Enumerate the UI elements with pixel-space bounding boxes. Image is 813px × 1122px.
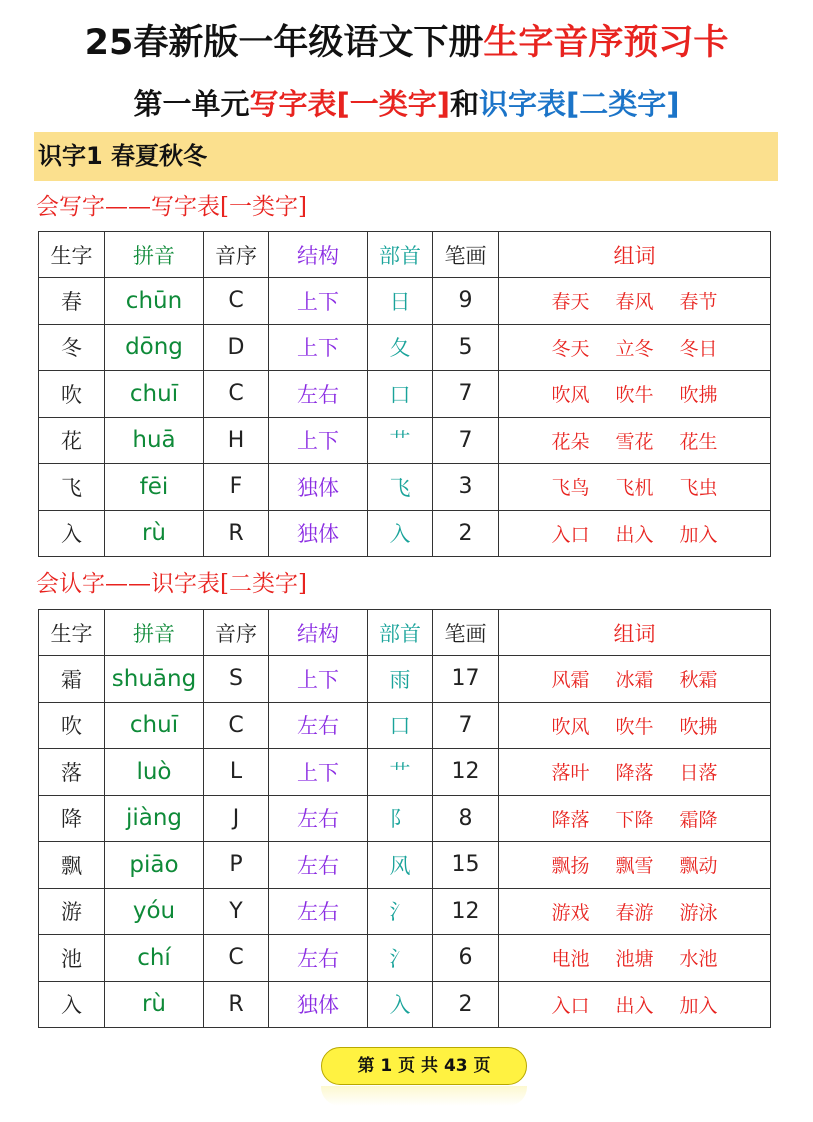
- table-row: [39, 417, 771, 464]
- word-item: 加入: [679, 523, 718, 546]
- cell-char: 吹: [39, 702, 105, 749]
- cell-strokes: 9: [433, 278, 499, 325]
- col-header-pinyin: 拼音: [105, 232, 204, 278]
- cell-structure: 独体: [269, 464, 368, 511]
- cell-initial: H: [204, 417, 269, 464]
- section-header-bar: [34, 132, 778, 181]
- cell-pinyin: dōng: [105, 324, 204, 371]
- word-item: 飞鸟: [551, 477, 590, 500]
- subtitle-read-table: 识字表[二类字]: [479, 87, 680, 121]
- cell-words: [499, 278, 771, 325]
- cell-strokes: 8: [433, 795, 499, 842]
- cell-pinyin: yóu: [105, 888, 204, 935]
- cell-initial: D: [204, 324, 269, 371]
- page-title: [0, 20, 813, 66]
- subtitle-write-table: 写字表[一类字]: [249, 87, 450, 121]
- cell-radical: 阝: [368, 795, 433, 842]
- cell-pinyin: rù: [105, 510, 204, 557]
- table-row: [39, 935, 771, 982]
- cell-strokes: 7: [433, 702, 499, 749]
- cell-structure: 独体: [269, 981, 368, 1028]
- cell-radical: 氵: [368, 888, 433, 935]
- write-block-label: 会写字——写字表[一类字]: [36, 194, 307, 220]
- read-block-label: 会认字——识字表[二类字]: [36, 571, 307, 597]
- col-header-radical: 部首: [368, 610, 433, 656]
- section-title: 识字1 春夏秋冬: [38, 142, 208, 170]
- cell-radical: 雨: [368, 656, 433, 703]
- cell-words: [499, 324, 771, 371]
- word-item: 春游: [615, 901, 654, 924]
- cell-initial: C: [204, 702, 269, 749]
- col-header-structure: 结构: [269, 232, 368, 278]
- word-item: 吹拂: [679, 715, 718, 738]
- cell-radical: 艹: [368, 417, 433, 464]
- cell-initial: P: [204, 842, 269, 889]
- word-item: 雪花: [615, 430, 654, 453]
- word-item: 日落: [679, 762, 718, 785]
- word-item: 吹牛: [615, 715, 654, 738]
- cell-structure: 上下: [269, 278, 368, 325]
- table-row: [39, 324, 771, 371]
- cell-char: 入: [39, 510, 105, 557]
- cell-char: 花: [39, 417, 105, 464]
- word-item: 入口: [551, 994, 590, 1017]
- cell-char: 落: [39, 749, 105, 796]
- cell-pinyin: chí: [105, 935, 204, 982]
- word-item: 水池: [679, 948, 718, 971]
- cell-strokes: 7: [433, 371, 499, 418]
- table-row: [39, 842, 771, 889]
- table-row: [39, 278, 771, 325]
- cell-radical: 飞: [368, 464, 433, 511]
- table-row: [39, 749, 771, 796]
- word-item: 游泳: [679, 901, 718, 924]
- cell-structure: 上下: [269, 417, 368, 464]
- word-item: 下降: [615, 808, 654, 831]
- page-indicator: 第 1 页 共 43 页: [321, 1047, 527, 1085]
- table-row: [39, 888, 771, 935]
- cell-char: 吹: [39, 371, 105, 418]
- cell-pinyin: jiàng: [105, 795, 204, 842]
- cell-initial: L: [204, 749, 269, 796]
- cell-pinyin: luò: [105, 749, 204, 796]
- cell-initial: S: [204, 656, 269, 703]
- cell-radical: 夂: [368, 324, 433, 371]
- word-item: 加入: [679, 994, 718, 1017]
- cell-radical: 入: [368, 510, 433, 557]
- cell-initial: C: [204, 371, 269, 418]
- write-char-table: [38, 231, 771, 557]
- cell-char: 游: [39, 888, 105, 935]
- cell-words: [499, 795, 771, 842]
- cell-radical: 风: [368, 842, 433, 889]
- cell-radical: 口: [368, 371, 433, 418]
- col-header-strokes: 笔画: [433, 610, 499, 656]
- cell-words: [499, 417, 771, 464]
- cell-words: [499, 510, 771, 557]
- table-header-row: [39, 232, 771, 278]
- cell-words: [499, 749, 771, 796]
- cell-initial: R: [204, 981, 269, 1028]
- cell-strokes: 2: [433, 510, 499, 557]
- table-row: [39, 702, 771, 749]
- word-item: 春天: [551, 291, 590, 314]
- cell-radical: 口: [368, 702, 433, 749]
- word-item: 吹牛: [615, 384, 654, 407]
- cell-pinyin: piāo: [105, 842, 204, 889]
- cell-radical: 艹: [368, 749, 433, 796]
- word-item: 春节: [679, 291, 718, 314]
- word-item: 冬日: [679, 337, 718, 360]
- table-row: [39, 510, 771, 557]
- cell-char: 霜: [39, 656, 105, 703]
- word-item: 降落: [615, 762, 654, 785]
- cell-char: 春: [39, 278, 105, 325]
- cell-initial: F: [204, 464, 269, 511]
- cell-initial: R: [204, 510, 269, 557]
- cell-structure: 独体: [269, 510, 368, 557]
- cell-words: [499, 702, 771, 749]
- word-item: 游戏: [551, 901, 590, 924]
- word-item: 飘扬: [551, 855, 590, 878]
- cell-pinyin: chuī: [105, 371, 204, 418]
- table-row: [39, 981, 771, 1028]
- col-header-radical: 部首: [368, 232, 433, 278]
- cell-words: [499, 842, 771, 889]
- col-header-strokes: 笔画: [433, 232, 499, 278]
- cell-radical: 氵: [368, 935, 433, 982]
- page-subtitle: [0, 84, 813, 124]
- word-item: 吹风: [551, 384, 590, 407]
- word-item: 冬天: [551, 337, 590, 360]
- col-header-pinyin: 拼音: [105, 610, 204, 656]
- col-header-structure: 结构: [269, 610, 368, 656]
- cell-structure: 上下: [269, 749, 368, 796]
- cell-initial: Y: [204, 888, 269, 935]
- cell-char: 飘: [39, 842, 105, 889]
- cell-structure: 上下: [269, 324, 368, 371]
- read-char-table: [38, 609, 771, 1028]
- word-item: 飞虫: [679, 477, 718, 500]
- col-header-words: 组词: [499, 610, 771, 656]
- word-item: 霜降: [679, 808, 718, 831]
- word-item: 飘雪: [615, 855, 654, 878]
- cell-pinyin: shuāng: [105, 656, 204, 703]
- title-black-part: 25春新版一年级语文下册: [84, 23, 484, 63]
- col-header-words: 组词: [499, 232, 771, 278]
- cell-radical: 日: [368, 278, 433, 325]
- subtitle-unit: 第一单元: [133, 87, 250, 121]
- subtitle-and: 和: [450, 87, 480, 121]
- cell-strokes: 3: [433, 464, 499, 511]
- cell-strokes: 5: [433, 324, 499, 371]
- cell-structure: 左右: [269, 371, 368, 418]
- word-item: 出入: [615, 523, 654, 546]
- cell-char: 降: [39, 795, 105, 842]
- word-item: 吹拂: [679, 384, 718, 407]
- cell-strokes: 12: [433, 749, 499, 796]
- cell-radical: 入: [368, 981, 433, 1028]
- cell-strokes: 7: [433, 417, 499, 464]
- cell-structure: 左右: [269, 842, 368, 889]
- word-item: 入口: [551, 523, 590, 546]
- cell-pinyin: huā: [105, 417, 204, 464]
- table-row: [39, 656, 771, 703]
- cell-char: 冬: [39, 324, 105, 371]
- cell-words: [499, 888, 771, 935]
- cell-words: [499, 656, 771, 703]
- word-item: 花朵: [551, 430, 590, 453]
- word-item: 立冬: [615, 337, 654, 360]
- cell-strokes: 2: [433, 981, 499, 1028]
- table-row: [39, 795, 771, 842]
- cell-initial: J: [204, 795, 269, 842]
- word-item: 吹风: [551, 715, 590, 738]
- cell-strokes: 15: [433, 842, 499, 889]
- cell-strokes: 12: [433, 888, 499, 935]
- cell-structure: 左右: [269, 795, 368, 842]
- word-item: 风霜: [551, 669, 590, 692]
- word-item: 冰霜: [615, 669, 654, 692]
- word-item: 飘动: [679, 855, 718, 878]
- word-item: 降落: [551, 808, 590, 831]
- title-red-part: 生字音序预习卡: [483, 23, 729, 63]
- cell-char: 入: [39, 981, 105, 1028]
- cell-structure: 左右: [269, 935, 368, 982]
- table-header-row: [39, 610, 771, 656]
- word-item: 池塘: [615, 948, 654, 971]
- page-indicator-reflection: [321, 1086, 527, 1106]
- table-row: [39, 371, 771, 418]
- cell-words: [499, 981, 771, 1028]
- cell-pinyin: rù: [105, 981, 204, 1028]
- cell-char: 飞: [39, 464, 105, 511]
- col-header-initial: 音序: [204, 232, 269, 278]
- cell-initial: C: [204, 278, 269, 325]
- word-item: 电池: [551, 948, 590, 971]
- cell-words: [499, 464, 771, 511]
- cell-structure: 上下: [269, 656, 368, 703]
- word-item: 花生: [679, 430, 718, 453]
- cell-char: 池: [39, 935, 105, 982]
- cell-words: [499, 935, 771, 982]
- cell-initial: C: [204, 935, 269, 982]
- cell-pinyin: fēi: [105, 464, 204, 511]
- cell-strokes: 6: [433, 935, 499, 982]
- word-item: 落叶: [551, 762, 590, 785]
- col-header-initial: 音序: [204, 610, 269, 656]
- col-header-char: 生字: [39, 610, 105, 656]
- cell-structure: 左右: [269, 888, 368, 935]
- table-row: [39, 464, 771, 511]
- word-item: 飞机: [615, 477, 654, 500]
- cell-pinyin: chuī: [105, 702, 204, 749]
- word-item: 春风: [615, 291, 654, 314]
- col-header-char: 生字: [39, 232, 105, 278]
- cell-structure: 左右: [269, 702, 368, 749]
- cell-strokes: 17: [433, 656, 499, 703]
- word-item: 出入: [615, 994, 654, 1017]
- cell-pinyin: chūn: [105, 278, 204, 325]
- word-item: 秋霜: [679, 669, 718, 692]
- cell-words: [499, 371, 771, 418]
